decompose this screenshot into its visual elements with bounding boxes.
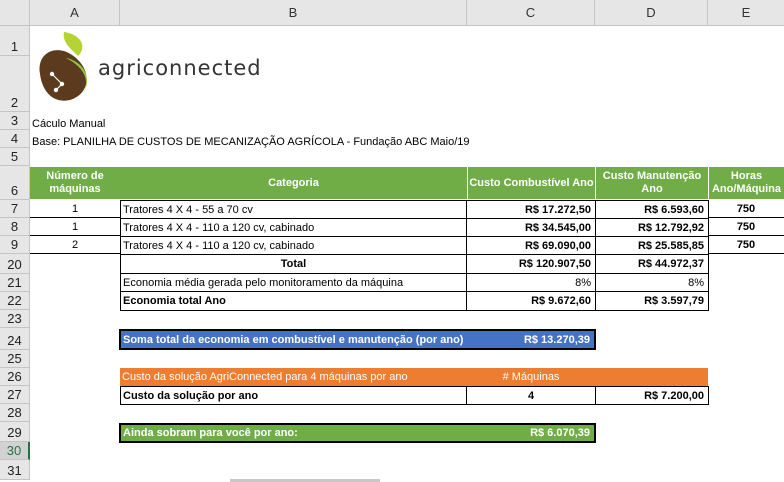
header-hours: Horas Ano/Máquina bbox=[709, 167, 784, 199]
row-header[interactable]: 5 bbox=[0, 148, 30, 166]
leaf-logo-icon bbox=[36, 28, 96, 104]
header-category: Categoria bbox=[120, 167, 467, 199]
table-row-hours[interactable]: 750 bbox=[708, 218, 784, 236]
table-row-maintenance[interactable]: R$ 25.585,85 bbox=[595, 236, 709, 255]
total-savings-fuel[interactable]: R$ 9.672,60 bbox=[466, 291, 596, 311]
savings-sum-value[interactable]: R$ 13.270,39 bbox=[466, 331, 594, 348]
savings-sum-label[interactable]: Soma total da economia em combustível e manutenção (por ano) bbox=[121, 331, 466, 348]
row-header[interactable]: 2 bbox=[0, 56, 30, 112]
total-savings-label[interactable]: Economia total Ano bbox=[120, 291, 467, 311]
row-header[interactable]: 25 bbox=[0, 350, 30, 368]
header-number-of-machines: Número de máquinas bbox=[30, 167, 120, 199]
total-maintenance[interactable]: R$ 44.972,37 bbox=[595, 254, 709, 274]
row-header-selected[interactable]: 30 bbox=[0, 442, 30, 460]
total-label[interactable]: Total bbox=[120, 254, 467, 274]
remaining-savings-label[interactable]: Ainda sobram para você por ano: bbox=[121, 425, 466, 441]
row-header[interactable]: 6 bbox=[0, 166, 30, 200]
solution-header-fill bbox=[595, 368, 708, 386]
average-savings-fuel[interactable]: 8% bbox=[466, 273, 596, 292]
row-header[interactable]: 21 bbox=[0, 274, 30, 292]
agriconnected-logo bbox=[36, 28, 266, 108]
column-header-c[interactable]: C bbox=[467, 0, 595, 26]
table-row-fuel[interactable]: R$ 69.090,00 bbox=[466, 236, 596, 255]
row-header[interactable]: 20 bbox=[0, 254, 30, 274]
row-header[interactable]: 27 bbox=[0, 386, 30, 404]
row-header[interactable]: 26 bbox=[0, 368, 30, 386]
row-header[interactable]: 28 bbox=[0, 404, 30, 422]
solution-cost-label[interactable]: Custo da solução por ano bbox=[120, 386, 467, 405]
table-row-hours[interactable]: 750 bbox=[708, 236, 784, 254]
total-fuel[interactable]: R$ 120.907,50 bbox=[466, 254, 596, 274]
header-fuel-cost: Custo Combustível Ano bbox=[468, 167, 595, 199]
row-header[interactable]: 3 bbox=[0, 112, 30, 130]
row-header[interactable]: 9 bbox=[0, 236, 30, 254]
table-row-maintenance[interactable]: R$ 12.792,92 bbox=[595, 218, 709, 237]
base-source-label: Base: PLANILHA DE CUSTOS DE MECANIZAÇÃO AGRÍCOLA - Fundação ABC Maio/19 bbox=[32, 136, 470, 148]
average-savings-label[interactable]: Economia média gerada pelo monitoramento da máquina bbox=[120, 273, 467, 292]
table-row-category[interactable]: Tratores 4 X 4 - 110 a 120 cv, cabinado bbox=[120, 218, 467, 237]
machines-count-header[interactable]: # Máquinas bbox=[467, 368, 595, 386]
header-maintenance-cost: Custo Manutenção Ano bbox=[596, 167, 708, 199]
row-header[interactable]: 23 bbox=[0, 310, 30, 328]
row-header[interactable]: 29 bbox=[0, 422, 30, 442]
solution-cost-header[interactable]: Custo da solução AgriConnected para 4 máquinas por ano bbox=[120, 368, 467, 386]
table-row-num[interactable]: 1 bbox=[30, 200, 120, 218]
solution-cost-value[interactable]: R$ 7.200,00 bbox=[595, 386, 709, 405]
column-header-d[interactable]: D bbox=[595, 0, 708, 26]
table-row-category[interactable]: Tratores 4 X 4 - 110 a 120 cv, cabinado bbox=[120, 236, 467, 255]
row-header[interactable]: 31 bbox=[0, 460, 30, 480]
table-row-num[interactable]: 1 bbox=[30, 218, 120, 236]
row-header[interactable]: 8 bbox=[0, 218, 30, 236]
manual-calculation-label: Cáculo Manual bbox=[32, 118, 106, 130]
machines-count-value[interactable]: 4 bbox=[466, 386, 596, 405]
select-all-corner[interactable] bbox=[0, 0, 30, 26]
logo-wordmark: agriconnected bbox=[98, 56, 262, 80]
table-row-fuel[interactable]: R$ 34.545,00 bbox=[466, 218, 596, 237]
row-header[interactable]: 7 bbox=[0, 200, 30, 218]
total-savings-maintenance[interactable]: R$ 3.597,79 bbox=[595, 291, 709, 311]
column-header-a[interactable]: A bbox=[30, 0, 120, 26]
table-row-num[interactable]: 2 bbox=[30, 236, 120, 254]
table-row-hours[interactable]: 750 bbox=[708, 200, 784, 218]
table-row-category[interactable]: Tratores 4 X 4 - 55 a 70 cv bbox=[120, 200, 467, 219]
column-header-b[interactable]: B bbox=[120, 0, 467, 26]
row-header[interactable]: 24 bbox=[0, 328, 30, 350]
row-header[interactable]: 22 bbox=[0, 292, 30, 310]
row-header[interactable]: 4 bbox=[0, 130, 30, 148]
remaining-savings-value[interactable]: R$ 6.070,39 bbox=[466, 425, 594, 441]
average-savings-maintenance[interactable]: 8% bbox=[595, 273, 709, 292]
row-header[interactable]: 1 bbox=[0, 26, 30, 56]
column-header-e[interactable]: E bbox=[708, 0, 784, 26]
table-row-fuel[interactable]: R$ 17.272,50 bbox=[466, 200, 596, 219]
table-row-maintenance[interactable]: R$ 6.593,60 bbox=[595, 200, 709, 219]
